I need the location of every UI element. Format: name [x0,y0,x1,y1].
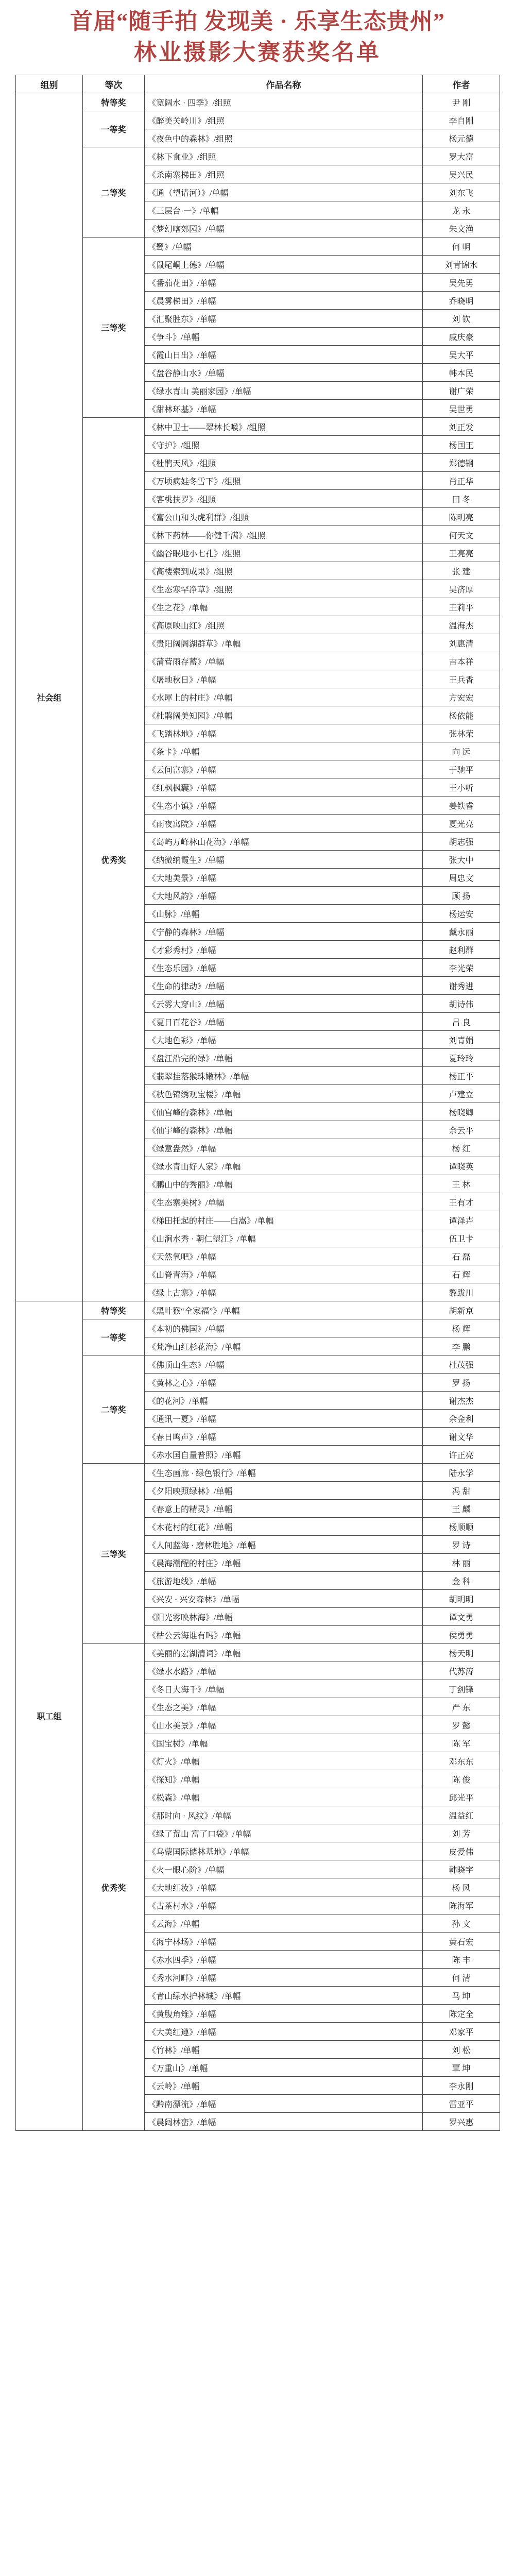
table-row [16,147,500,165]
author-cell: 胡诗伟 [423,995,500,1013]
author-cell: 卢建立 [423,1085,500,1103]
award-cell: 优秀奖 [83,418,145,1301]
work-title-cell: 《绿了荒山 富了口袋》/单幅 [145,1824,423,1842]
author-cell: 王莉平 [423,598,500,616]
work-title-cell: 《黑叶猴“全家福”》/单幅 [145,1301,423,1319]
work-title-cell: 《贵阳阔阁湖群草》/单幅 [145,634,423,652]
work-title-cell: 《仙宇峰的森林》/单幅 [145,1121,423,1139]
work-title-cell: 《霞山日出》/单幅 [145,346,423,364]
work-title-cell: 《绿水青山 美丽家园》/单幅 [145,382,423,400]
award-cell: 二等奖 [83,147,145,238]
author-cell: 朱文渔 [423,219,500,238]
work-title-cell: 《绿意盎然》/单幅 [145,1139,423,1157]
work-title-cell: 《大地美景》/单幅 [145,869,423,887]
author-cell: 戚庆豪 [423,328,500,346]
work-title-cell: 《春意上的精灵》/单幅 [145,1500,423,1518]
work-title-cell: 《绿上古寨》/单幅 [145,1283,423,1301]
work-title-cell: 《山涧水秀 · 朝仁望江》/单幅 [145,1229,423,1247]
work-title-cell: 《天然氧吧》/单幅 [145,1247,423,1265]
table-row [16,1319,500,1337]
work-title-cell: 《竹林》/单幅 [145,2041,423,2059]
author-cell: 顾 扬 [423,887,500,905]
work-title-cell: 《盘谷静山水》/单幅 [145,364,423,382]
author-cell: 胡新京 [423,1301,500,1319]
author-cell: 罗大富 [423,147,500,165]
author-cell: 肖正华 [423,472,500,490]
work-title-cell: 《黄林之心》/单幅 [145,1374,423,1392]
table-row [16,1464,500,1482]
author-cell: 温益红 [423,1806,500,1824]
work-title-cell: 《杜鹃天风》/组照 [145,454,423,472]
work-title-cell: 《乌蒙国际储林基地》/单幅 [145,1842,423,1860]
author-cell: 马 坤 [423,1987,500,2005]
author-cell: 何 清 [423,1969,500,1987]
header-award: 等次 [83,75,145,93]
work-title-cell: 《古茶村水》/单幅 [145,1896,423,1914]
author-cell: 赵利群 [423,941,500,959]
author-cell: 龙 永 [423,201,500,219]
author-cell: 邓家平 [423,2023,500,2041]
author-cell: 谭晓英 [423,1157,500,1175]
author-cell: 杨元德 [423,129,500,147]
author-cell: 刘东飞 [423,183,500,201]
author-cell: 吕 良 [423,1013,500,1031]
work-title-cell: 《大地色彩》/单幅 [145,1031,423,1049]
work-title-cell: 《大地红妆》/单幅 [145,1878,423,1896]
work-title-cell: 《林下药林——你健千满》/组照 [145,526,423,544]
title-line-1: 首届“随手拍 发现美 · 乐享生态贵州” [70,9,445,34]
work-title-cell: 《杀南寨梯田》/组照 [145,165,423,183]
work-title-cell: 《甜林环基》/单幅 [145,400,423,418]
work-title-cell: 《鹏山中的秀丽》/单幅 [145,1175,423,1193]
author-cell: 吉本祥 [423,652,500,670]
work-title-cell: 《生态寨美树》/单幅 [145,1193,423,1211]
table-row [16,111,500,129]
author-cell: 夏光亮 [423,815,500,833]
work-title-cell: 《雨夜寓院》/单幅 [145,815,423,833]
award-cell: 一等奖 [83,1319,145,1355]
author-cell: 吴兴民 [423,165,500,183]
author-cell: 杨 辉 [423,1319,500,1337]
author-cell: 周忠文 [423,869,500,887]
work-title-cell: 《晨阔林峦》/单幅 [145,2113,423,2131]
award-cell: 特等奖 [83,1301,145,1319]
author-cell: 温海杰 [423,616,500,634]
author-cell: 谢广荣 [423,382,500,400]
work-title-cell: 《兴安 · 兴安森林》/单幅 [145,1590,423,1608]
work-title-cell: 《佛顶山生态》/单幅 [145,1355,423,1374]
work-title-cell: 《秀水河畔》/单幅 [145,1969,423,1987]
author-cell: 余云平 [423,1121,500,1139]
work-title-cell: 《夕阳映照绿林》/单幅 [145,1482,423,1500]
award-cell: 三等奖 [83,238,145,418]
author-cell: 林 丽 [423,1554,500,1572]
work-title-cell: 《山水美景》/单幅 [145,1716,423,1734]
author-cell: 谭文勇 [423,1608,500,1626]
work-title-cell: 《黄腹角雉》/单幅 [145,2005,423,2023]
author-cell: 杨 风 [423,1878,500,1896]
author-cell: 杨正平 [423,1067,500,1085]
work-title-cell: 《山脊青海》/单幅 [145,1265,423,1283]
work-title-cell: 《云雾大穿山》/单幅 [145,995,423,1013]
group-cell: 职工组 [16,1301,83,2131]
work-title-cell: 《林下食业》/组照 [145,147,423,165]
author-cell: 石 辉 [423,1265,500,1283]
author-cell: 杜茂强 [423,1355,500,1374]
work-title-cell: 《杜鹃阔美知园》/单幅 [145,706,423,724]
work-title-cell: 《海宁林场》/单幅 [145,1933,423,1951]
work-title-cell: 《才彩秀村》/单幅 [145,941,423,959]
award-cell: 特等奖 [83,93,145,111]
work-title-cell: 《国宝树》/单幅 [145,1734,423,1752]
author-cell: 许正亮 [423,1446,500,1464]
work-title-cell: 《本初的佛国》/单幅 [145,1319,423,1337]
work-title-cell: 《林中卫士——翠林长喉》/组照 [145,418,423,436]
work-title-cell: 《秋色锦绣观宝楼》/单幅 [145,1085,423,1103]
work-title-cell: 《生态小镇》/单幅 [145,796,423,815]
author-cell: 邱光平 [423,1788,500,1806]
work-title-cell: 《高原映山红》/组照 [145,616,423,634]
work-title-cell: 《松森》/单幅 [145,1788,423,1806]
author-cell: 金 科 [423,1572,500,1590]
work-title-cell: 《冬日大海千》/单幅 [145,1680,423,1698]
author-cell: 何 明 [423,238,500,256]
author-cell: 郑德钢 [423,454,500,472]
work-title-cell: 《人间蓝海 · 磨林胜地》/单幅 [145,1536,423,1554]
award-cell: 三等奖 [83,1464,145,1644]
author-cell: 杨晓卿 [423,1103,500,1121]
author-cell: 谭泽卉 [423,1211,500,1229]
author-cell: 姜铁睿 [423,796,500,815]
work-title-cell: 《生命的律动》/单幅 [145,977,423,995]
work-title-cell: 《富公山和头虎利群》/组照 [145,508,423,526]
work-title-cell: 《夏日百花谷》/单幅 [145,1013,423,1031]
work-title-cell: 《宁静的森林》/单幅 [145,923,423,941]
work-title-cell: 《晨雾梯田》/单幅 [145,292,423,310]
author-cell: 田 冬 [423,490,500,508]
author-cell: 刘正发 [423,418,500,436]
work-title-cell: 《晨海潮醒的村庄》/单幅 [145,1554,423,1572]
author-cell: 陈定全 [423,2005,500,2023]
author-cell: 余金利 [423,1410,500,1428]
table-row [16,1301,500,1319]
work-title-cell: 《梵净山红杉花海》/单幅 [145,1337,423,1355]
work-title-cell: 《生之花》/单幅 [145,598,423,616]
work-title-cell: 《汇聚胜东》/单幅 [145,310,423,328]
table-row [16,1644,500,1662]
author-cell: 黎跋川 [423,1283,500,1301]
author-cell: 罗 懿 [423,1716,500,1734]
work-title-cell: 《通讯一夏》/单幅 [145,1410,423,1428]
author-cell: 吴济厚 [423,580,500,598]
work-title-cell: 《赤水四季》/单幅 [145,1951,423,1969]
author-cell: 张 建 [423,562,500,580]
author-cell: 胡志强 [423,833,500,851]
author-cell: 陈 丰 [423,1951,500,1969]
work-title-cell: 《黔南漂流》/单幅 [145,2095,423,2113]
work-title-cell: 《生态之美》/单幅 [145,1698,423,1716]
author-cell: 邓东东 [423,1752,500,1770]
work-title-cell: 《探知》/单幅 [145,1770,423,1788]
work-title-cell: 《生态寒罕净草》/组照 [145,580,423,598]
author-cell: 刘青锦水 [423,256,500,274]
work-title-cell: 《云海》/单幅 [145,1914,423,1933]
author-cell: 罗兴惠 [423,2113,500,2131]
work-title-cell: 《番茄花田》/单幅 [145,274,423,292]
author-cell: 王兵香 [423,670,500,688]
work-title-cell: 《翡翠挂落猴珠嫩林》/单幅 [145,1067,423,1085]
work-title-cell: 《飞踏林地》/单幅 [145,724,423,742]
work-title-cell: 《蒲营雨存蓄》/单幅 [145,652,423,670]
table-row [16,1355,500,1374]
author-cell: 杨顺顺 [423,1518,500,1536]
author-cell: 王 麟 [423,1500,500,1518]
author-cell: 韩晓宇 [423,1860,500,1878]
winners-table [15,75,500,2131]
table-header-row [16,75,500,93]
author-cell: 尹 刚 [423,93,500,111]
author-cell: 胡明明 [423,1590,500,1608]
author-cell: 陆永学 [423,1464,500,1482]
author-cell: 杨依能 [423,706,500,724]
work-title-cell: 《木花村的红花》/单幅 [145,1518,423,1536]
author-cell: 冯 甜 [423,1482,500,1500]
work-title-cell: 《大地风韵》/单幅 [145,887,423,905]
award-cell: 优秀奖 [83,1644,145,2131]
header-group: 组别 [16,75,83,93]
work-title-cell: 《山脉》/单幅 [145,905,423,923]
author-cell: 严 东 [423,1698,500,1716]
work-title-cell: 《美丽的宏湖清词》/单幅 [145,1644,423,1662]
award-cell: 一等奖 [83,111,145,147]
author-cell: 皮爱伟 [423,1842,500,1860]
author-cell: 王亮亮 [423,544,500,562]
work-title-cell: 《那时向 · 风纹》/单幅 [145,1806,423,1824]
author-cell: 方宏宏 [423,688,500,706]
author-cell: 张大中 [423,851,500,869]
work-title-cell: 《三层台·一》/单幅 [145,201,423,219]
work-title-cell: 《盘江沿完的绿》/单幅 [145,1049,423,1067]
work-title-cell: 《旅游地线》/单幅 [145,1572,423,1590]
document-title [0,6,515,68]
author-cell: 杨天明 [423,1644,500,1662]
work-title-cell: 《大美红遵》/单幅 [145,2023,423,2041]
author-cell: 代苏涛 [423,1662,500,1680]
author-cell: 侯勇勇 [423,1626,500,1644]
author-cell: 孙 文 [423,1914,500,1933]
work-title-cell: 《客桃扶罗》/组照 [145,490,423,508]
author-cell: 刘 钦 [423,310,500,328]
work-title-cell: 《幽谷眠地小七孔》/组照 [145,544,423,562]
author-cell: 谢秀进 [423,977,500,995]
author-cell: 李光荣 [423,959,500,977]
work-title-cell: 《云岭》/单幅 [145,2077,423,2095]
author-cell: 王小听 [423,778,500,796]
table-body [16,93,500,2131]
work-title-cell: 《水犀上的村庄》/单幅 [145,688,423,706]
author-cell: 李 鹏 [423,1337,500,1355]
work-title-cell: 《火一眼心阶》/单幅 [145,1860,423,1878]
group-cell: 社会组 [16,93,83,1301]
author-cell: 王 林 [423,1175,500,1193]
work-title-cell: 《生态画廊 · 绿色银行》/单幅 [145,1464,423,1482]
work-title-cell: 《鹭》/单幅 [145,238,423,256]
work-title-cell: 《夜色中的森林》/组照 [145,129,423,147]
table-row [16,418,500,436]
work-title-cell: 《阳光雾映林海》/单幅 [145,1608,423,1626]
author-cell: 罗 诗 [423,1536,500,1554]
work-title-cell: 《条卡》/单幅 [145,742,423,760]
author-cell: 吴大平 [423,346,500,364]
author-cell: 乔晓明 [423,292,500,310]
author-cell: 伍卫卡 [423,1229,500,1247]
author-cell: 覃 坤 [423,2059,500,2077]
author-cell: 李永刚 [423,2077,500,2095]
work-title-cell: 《红枫枫囊》/单幅 [145,778,423,796]
work-title-cell: 《的花河》/单幅 [145,1392,423,1410]
author-cell: 刘 松 [423,2041,500,2059]
author-cell: 杨国王 [423,436,500,454]
work-title-cell: 《醉美关岭川》/组照 [145,111,423,129]
award-cell: 二等奖 [83,1355,145,1464]
work-title-cell: 《赤水国自量普照》/单幅 [145,1446,423,1464]
work-title-cell: 《生态乐园》/单幅 [145,959,423,977]
work-title-cell: 《纳微纳霞生》/单幅 [145,851,423,869]
work-title-cell: 《枯公云海谁有吗》/单幅 [145,1626,423,1644]
author-cell: 罗 扬 [423,1374,500,1392]
work-title-cell: 《绿水青山好人家》/单幅 [145,1157,423,1175]
author-cell: 杨 红 [423,1139,500,1157]
author-cell: 刘 芳 [423,1824,500,1842]
author-cell: 戴永丽 [423,923,500,941]
author-cell: 张林荣 [423,724,500,742]
header-work: 作品名称 [145,75,423,93]
work-title-cell: 《青山绿水护林城》/单幅 [145,1987,423,2005]
work-title-cell: 《灯火》/单幅 [145,1752,423,1770]
author-cell: 石 磊 [423,1247,500,1265]
author-cell: 陈明亮 [423,508,500,526]
author-cell: 陈 俊 [423,1770,500,1788]
work-title-cell: 《梯田托起的村庄——白嵩》/单幅 [145,1211,423,1229]
work-title-cell: 《梦幻喀郊园》/单幅 [145,219,423,238]
work-title-cell: 《通（望请河）》/单幅 [145,183,423,201]
author-cell: 黄石宏 [423,1933,500,1951]
author-cell: 谢杰杰 [423,1392,500,1410]
author-cell: 丁剑锋 [423,1680,500,1698]
author-cell: 向 远 [423,742,500,760]
author-cell: 夏玲玲 [423,1049,500,1067]
author-cell: 刘青娟 [423,1031,500,1049]
work-title-cell: 《春日鸣声》/单幅 [145,1428,423,1446]
work-title-cell: 《万顷疯娃冬雪下》/组照 [145,472,423,490]
work-title-cell: 《守护》/组照 [145,436,423,454]
author-cell: 何天文 [423,526,500,544]
work-title-cell: 《高楼索到成果》/组照 [145,562,423,580]
author-cell: 吴世勇 [423,400,500,418]
header-author: 作者 [423,75,500,93]
table-row [16,93,500,111]
author-cell: 陈 军 [423,1734,500,1752]
table-row [16,238,500,256]
work-title-cell: 《云间富寨》/单幅 [145,760,423,778]
work-title-cell: 《绿水水路》/单幅 [145,1662,423,1680]
work-title-cell: 《屠地秋日》/单幅 [145,670,423,688]
work-title-cell: 《鼠尾峒上德》/单幅 [145,256,423,274]
work-title-cell: 《宽阔水 · 四季》/组照 [145,93,423,111]
author-cell: 雷亚平 [423,2095,500,2113]
author-cell: 刘惠清 [423,634,500,652]
author-cell: 吴先勇 [423,274,500,292]
author-cell: 李自刚 [423,111,500,129]
author-cell: 杨运安 [423,905,500,923]
title-line-2: 林业摄影大赛获奖名单 [134,40,381,65]
author-cell: 于驰平 [423,760,500,778]
work-title-cell: 《仙宫峰的森林》/单幅 [145,1103,423,1121]
work-title-cell: 《争斗》/单幅 [145,328,423,346]
author-cell: 韩本民 [423,364,500,382]
work-title-cell: 《万重山》/单幅 [145,2059,423,2077]
author-cell: 王有才 [423,1193,500,1211]
work-title-cell: 《岛屿万峰林山花海》/单幅 [145,833,423,851]
author-cell: 谢文华 [423,1428,500,1446]
author-cell: 陈海军 [423,1896,500,1914]
